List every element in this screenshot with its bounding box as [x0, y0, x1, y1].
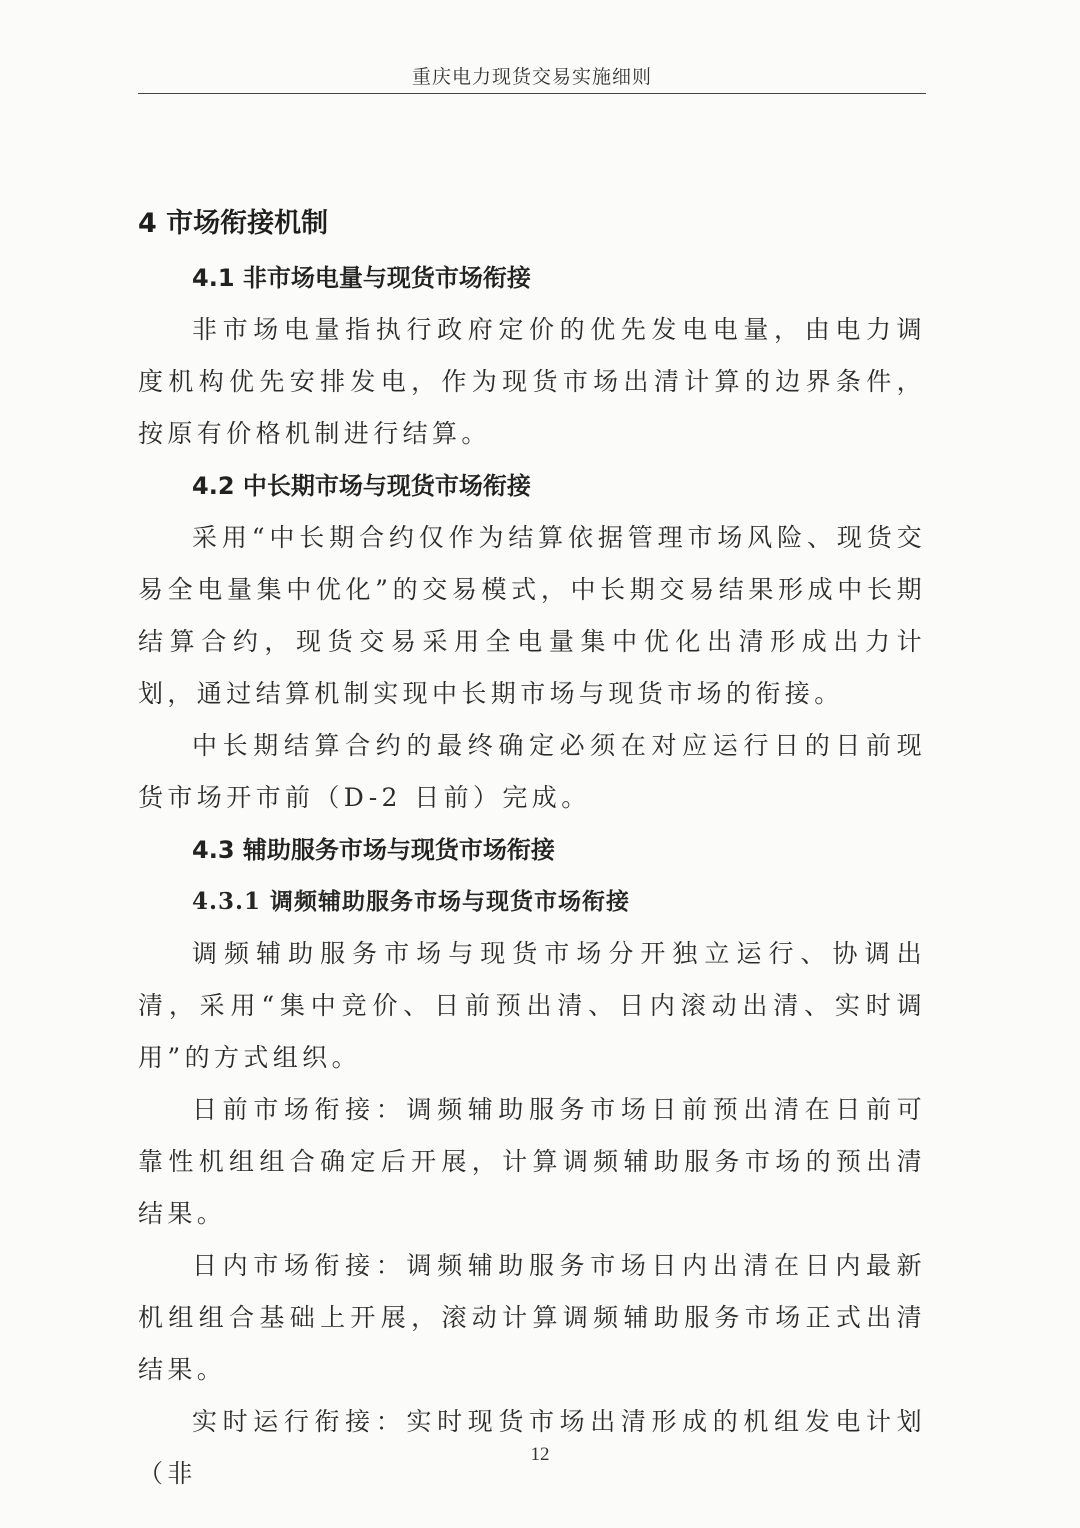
running-header-title: 重庆电力现货交易实施细则	[411, 66, 652, 88]
paragraph: 中长期结算合约的最终确定必须在对应运行日的日前现货市场开市前（D-2 日前）完成。	[138, 731, 926, 812]
paragraph: 日内市场衔接：调频辅助服务市场日内出清在日内最新机组组合基础上开展，滚动计算调频辅助服务市场正式出清结果。	[138, 1251, 926, 1384]
header-divider	[138, 93, 926, 94]
document-body	[138, 196, 926, 1500]
paragraph: 采用“中长期合约仅作为结算依据管理市场风险、现货交易全电量集中优化”的交易模式，中长期交易结果形成中长期结算合约，现货交易采用全电量集中优化出清形成出力计划，通过结算机制实现中长期市场与现货市场的衔接。	[138, 523, 926, 708]
chapter-title: 4 市场衔接机制	[138, 208, 329, 239]
section-title-4-1: 4.1 非市场电量与现货市场衔接	[192, 264, 531, 292]
page-number: 12	[530, 1444, 550, 1465]
paragraph: 调频辅助服务市场与现货市场分开独立运行、协调出清，采用“集中竞价、日前预出清、日内滚动出清、实时调用”的方式组织。	[138, 939, 926, 1072]
paragraph: 实时运行衔接：实时现货市场出清形成的机组发电计划（非	[138, 1407, 926, 1488]
subsection-title-4-3-1: 4.3.1 调频辅助服务市场与现货市场衔接	[192, 888, 631, 915]
paragraph: 日前市场衔接：调频辅助服务市场日前预出清在日前可靠性机组组合确定后开展，计算调频辅助服务市场的预出清结果。	[138, 1095, 926, 1228]
section-title-4-2: 4.2 中长期市场与现货市场衔接	[192, 472, 531, 500]
paragraph: 非市场电量指执行政府定价的优先发电电量，由电力调度机构优先安排发电，作为现货市场出清计算的边界条件，按原有价格机制进行结算。	[138, 315, 926, 448]
section-title-4-3: 4.3 辅助服务市场与现货市场衔接	[192, 836, 555, 864]
